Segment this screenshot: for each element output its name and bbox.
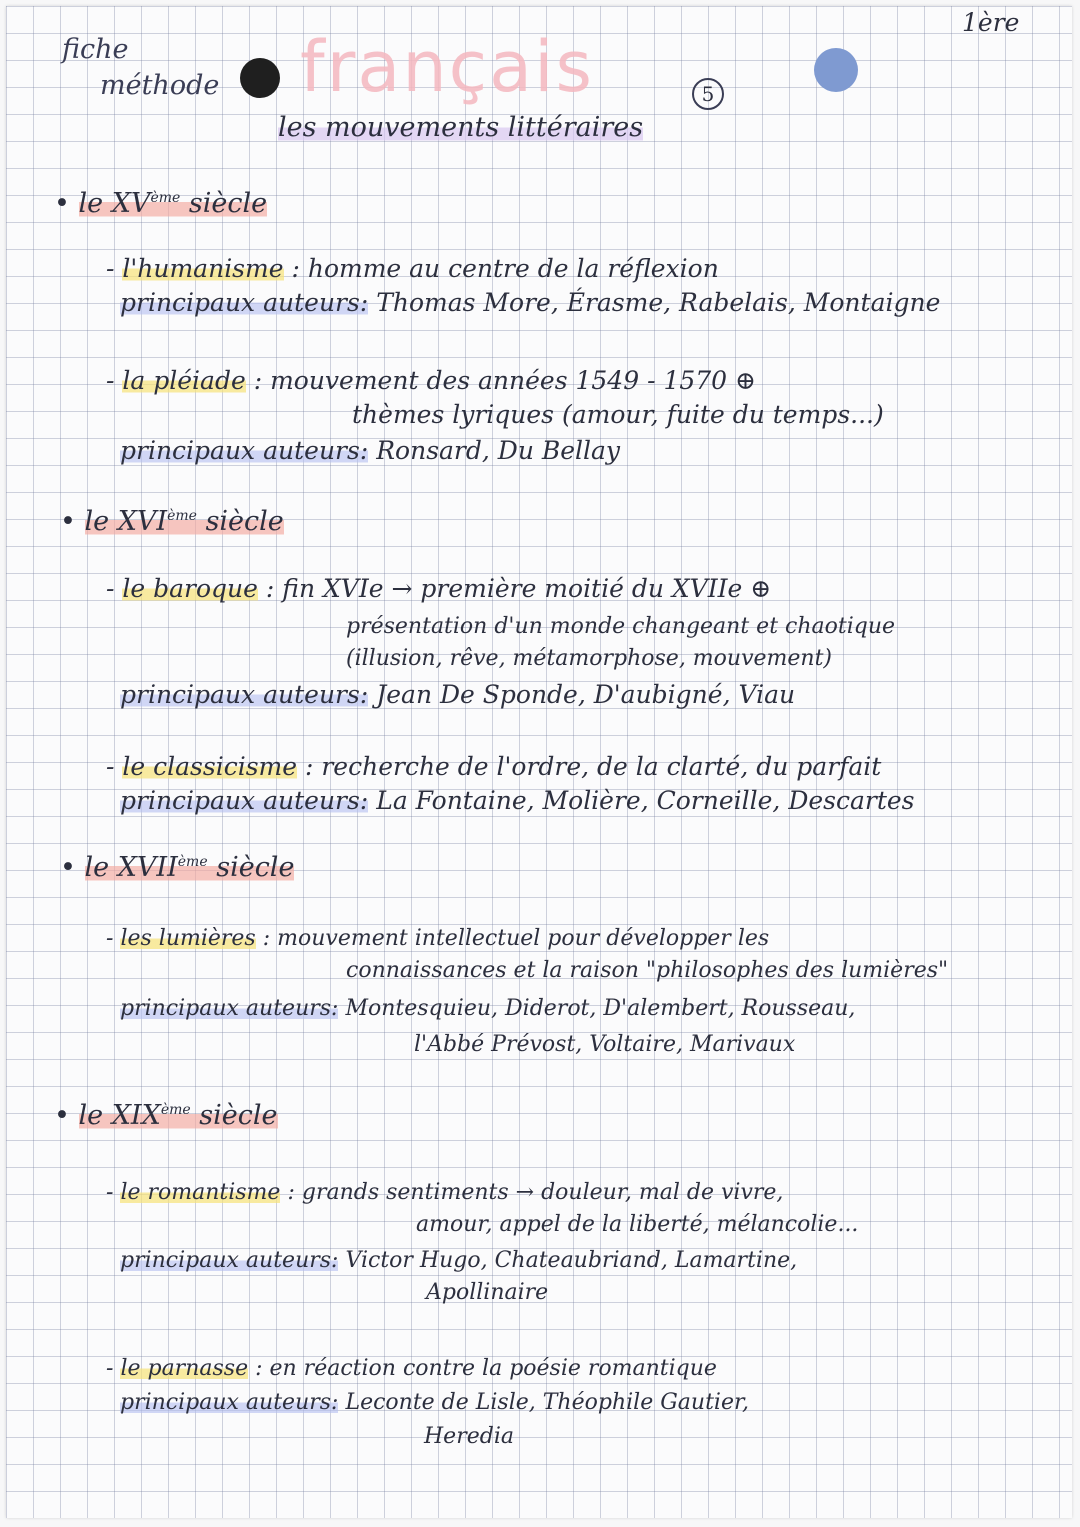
section-heading-xix: • le XIXème siècle <box>54 1100 278 1131</box>
movement-detail: (illusion, rêve, métamorphose, mouvement) <box>346 646 833 671</box>
authors-line: principaux auteurs: Victor Hugo, Chateaubriand, Lamartine, <box>120 1248 798 1273</box>
movement-line: - le romantisme : grands sentiments → douleur, mal de vivre, <box>106 1180 784 1205</box>
movement-line: - le baroque : fin XVIe → première moitié du XVIIe ⊕ <box>106 574 772 603</box>
level-label: 1ère <box>962 8 1020 37</box>
authors-line: principaux auteurs: Jean De Sponde, D'aubigné, Viau <box>120 680 796 709</box>
page-subtitle: les mouvements littéraires <box>278 112 644 143</box>
section-heading-xv: • le XVème siècle <box>54 188 268 219</box>
authors-line-continued: Apollinaire <box>426 1280 549 1305</box>
movement-line: - la pléiade : mouvement des années 1549 - 1570 ⊕ <box>106 366 756 395</box>
authors-line-continued: l'Abbé Prévost, Voltaire, Marivaux <box>414 1032 796 1057</box>
movement-line: - les lumières : mouvement intellectuel pour développer les <box>106 926 770 951</box>
blue-dot-icon <box>814 48 858 92</box>
header-label-fiche: fiche <box>62 34 129 65</box>
authors-line-continued: Heredia <box>424 1424 514 1449</box>
section-heading-xvii: • le XVIIème siècle <box>60 852 295 883</box>
header-label-methode: méthode <box>100 70 220 101</box>
authors-line: principaux auteurs: Montesquieu, Diderot, D'alembert, Rousseau, <box>120 996 856 1021</box>
movement-line: - le classicisme : recherche de l'ordre, de la clarté, du parfait <box>106 752 882 781</box>
authors-line: principaux auteurs: Leconte de Lisle, Théophile Gautier, <box>120 1390 750 1415</box>
authors-line: principaux auteurs: Ronsard, Du Bellay <box>120 436 621 465</box>
movement-detail: présentation d'un monde changeant et chaotique <box>346 614 896 639</box>
subject-title: français <box>300 26 594 108</box>
movement-detail: thèmes lyriques (amour, fuite du temps...) <box>352 400 884 429</box>
movement-detail: connaissances et la raison "philosophes des lumières" <box>346 958 949 983</box>
movement-line: - le parnasse : en réaction contre la poésie romantique <box>106 1356 717 1381</box>
authors-line: principaux auteurs: La Fontaine, Molière, Corneille, Descartes <box>120 786 915 815</box>
notebook-page <box>6 6 1072 1518</box>
sheet-number-badge: 5 <box>692 78 724 110</box>
black-dot-icon <box>240 58 280 98</box>
section-heading-xvi: • le XVIème siècle <box>60 506 284 537</box>
authors-line: principaux auteurs: Thomas More, Érasme, Rabelais, Montaigne <box>120 288 941 317</box>
movement-line: - l'humanisme : homme au centre de la réflexion <box>106 254 719 283</box>
movement-detail: amour, appel de la liberté, mélancolie... <box>416 1212 859 1237</box>
